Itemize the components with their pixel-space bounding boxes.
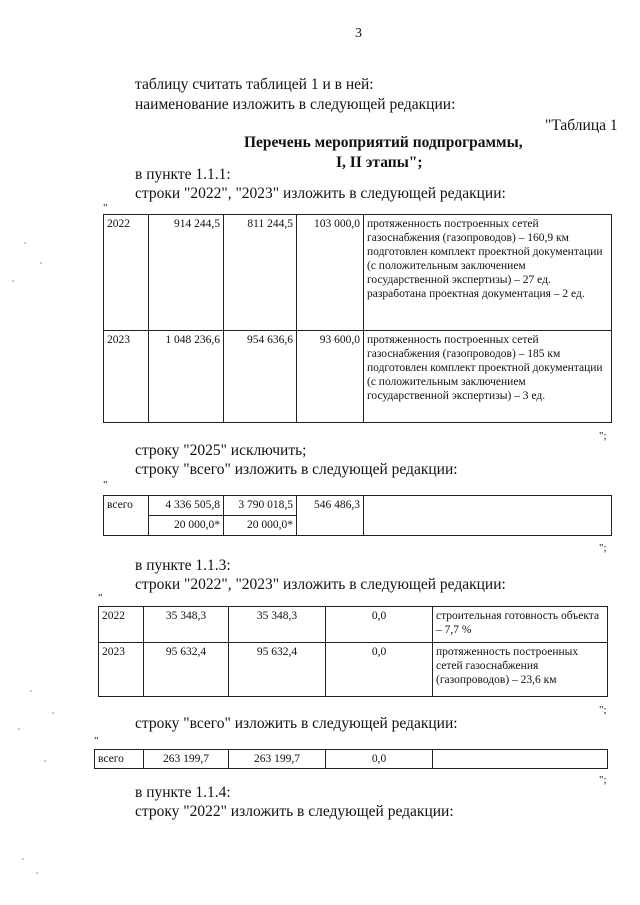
cell-description <box>364 496 612 536</box>
document-title-line-2: I, II этапы"; <box>336 154 423 171</box>
cell-value-3: 103 000,0 <box>297 215 364 331</box>
table-reference: "Таблица 1 <box>545 117 618 134</box>
cell-description: протяженность построенных сетей газоснабжения (газопроводов) – 23,6 км <box>433 643 608 697</box>
open-quote-mark: " <box>98 592 103 604</box>
cell-total-value: 263 199,7 <box>144 750 229 769</box>
scan-speck <box>40 262 42 264</box>
close-quote-mark: "; <box>599 430 607 442</box>
scan-speck <box>44 760 46 762</box>
cell-value-2-extra: 20 000,0* <box>224 516 297 536</box>
point-1-1-4: в пункте 1.1.4: <box>135 784 231 801</box>
rows-instruction-1-1-3: строки "2022", "2023" изложить в следующей редакции: <box>135 576 506 593</box>
table-row <box>104 331 612 423</box>
open-quote-mark: " <box>103 479 108 491</box>
close-quote-mark: "; <box>599 774 607 786</box>
table-row <box>99 607 608 643</box>
cell-total-label: всего <box>104 496 149 536</box>
scan-speck <box>52 712 54 714</box>
close-quote-mark: "; <box>599 542 607 554</box>
cell-value-3: 546 486,3 <box>297 496 364 536</box>
cell-year: 2023 <box>99 643 144 697</box>
cell-total-value-extra: 20 000,0* <box>149 516 224 536</box>
cell-description <box>433 750 608 769</box>
total-instruction-1-1-1: строку "всего" изложить в следующей редакции: <box>135 461 458 478</box>
cell-value-2: 263 199,7 <box>229 750 326 769</box>
scan-speck <box>18 728 20 730</box>
scan-speck <box>24 242 26 244</box>
table-1-1-1-total <box>103 495 612 536</box>
cell-total-label: всего <box>95 750 144 769</box>
cell-value-2: 954 636,6 <box>224 331 297 423</box>
page-number: 3 <box>355 26 362 41</box>
scan-speck <box>36 872 38 874</box>
table-1-1-3-rows <box>98 606 608 697</box>
cell-year: 2022 <box>104 215 149 331</box>
open-quote-mark: " <box>94 735 99 747</box>
cell-total-value: 95 632,4 <box>144 643 229 697</box>
point-1-1-1: в пункте 1.1.1: <box>135 166 231 183</box>
cell-year: 2023 <box>104 331 149 423</box>
point-1-1-3: в пункте 1.1.3: <box>135 557 231 574</box>
cell-value-2: 95 632,4 <box>229 643 326 697</box>
exclude-line: строку "2025" исключить; <box>135 442 307 459</box>
scan-speck <box>12 280 14 282</box>
close-quote-mark: "; <box>599 704 607 716</box>
total-instruction-1-1-3: строку "всего" изложить в следующей редакции: <box>135 715 458 732</box>
scan-speck <box>22 858 24 860</box>
table-row <box>104 215 612 331</box>
cell-total-value: 1 048 236,6 <box>149 331 224 423</box>
cell-value-2: 3 790 018,5 <box>224 496 297 516</box>
cell-value-3: 0,0 <box>326 643 433 697</box>
cell-description: протяженность построенных сетей газоснабжения (газопроводов) – 185 км подготовлен комплект проектной документации (с положительным заключением государственной экспертизы) – 3 ед. <box>364 331 612 423</box>
cell-total-value: 4 336 505,8 <box>149 496 224 516</box>
cell-value-3: 0,0 <box>326 607 433 643</box>
cell-description: протяженность построенных сетей газоснабжения (газопроводов) – 160,9 км подготовлен комплект проектной документации (с положительным заключением государственной экспертизы) – 27 ед. разработана проектная документация – 2 ед. <box>364 215 612 331</box>
row-instruction-1-1-4: строку "2022" изложить в следующей редакции: <box>135 803 454 820</box>
scan-speck <box>30 690 32 692</box>
rows-instruction-1-1-1: строки "2022", "2023" изложить в следующей редакции: <box>135 185 506 202</box>
table-1-1-3-total <box>94 749 608 769</box>
table-row <box>104 496 612 516</box>
intro-line-2: наименование изложить в следующей редакции: <box>135 96 456 113</box>
cell-description: строительная готовность объекта – 7,7 % <box>433 607 608 643</box>
cell-total-value: 914 244,5 <box>149 215 224 331</box>
table-row <box>99 643 608 697</box>
cell-total-value: 35 348,3 <box>144 607 229 643</box>
cell-year: 2022 <box>99 607 144 643</box>
cell-value-3: 93 600,0 <box>297 331 364 423</box>
intro-line-1: таблицу считать таблицей 1 и в ней: <box>135 76 374 93</box>
table-row <box>95 750 608 769</box>
open-quote-mark: " <box>103 202 108 214</box>
table-1-1-1-rows <box>103 214 612 423</box>
cell-value-2: 811 244,5 <box>224 215 297 331</box>
cell-value-3: 0,0 <box>326 750 433 769</box>
cell-value-2: 35 348,3 <box>229 607 326 643</box>
document-title-line-1: Перечень мероприятий подпрограммы, <box>244 134 523 151</box>
